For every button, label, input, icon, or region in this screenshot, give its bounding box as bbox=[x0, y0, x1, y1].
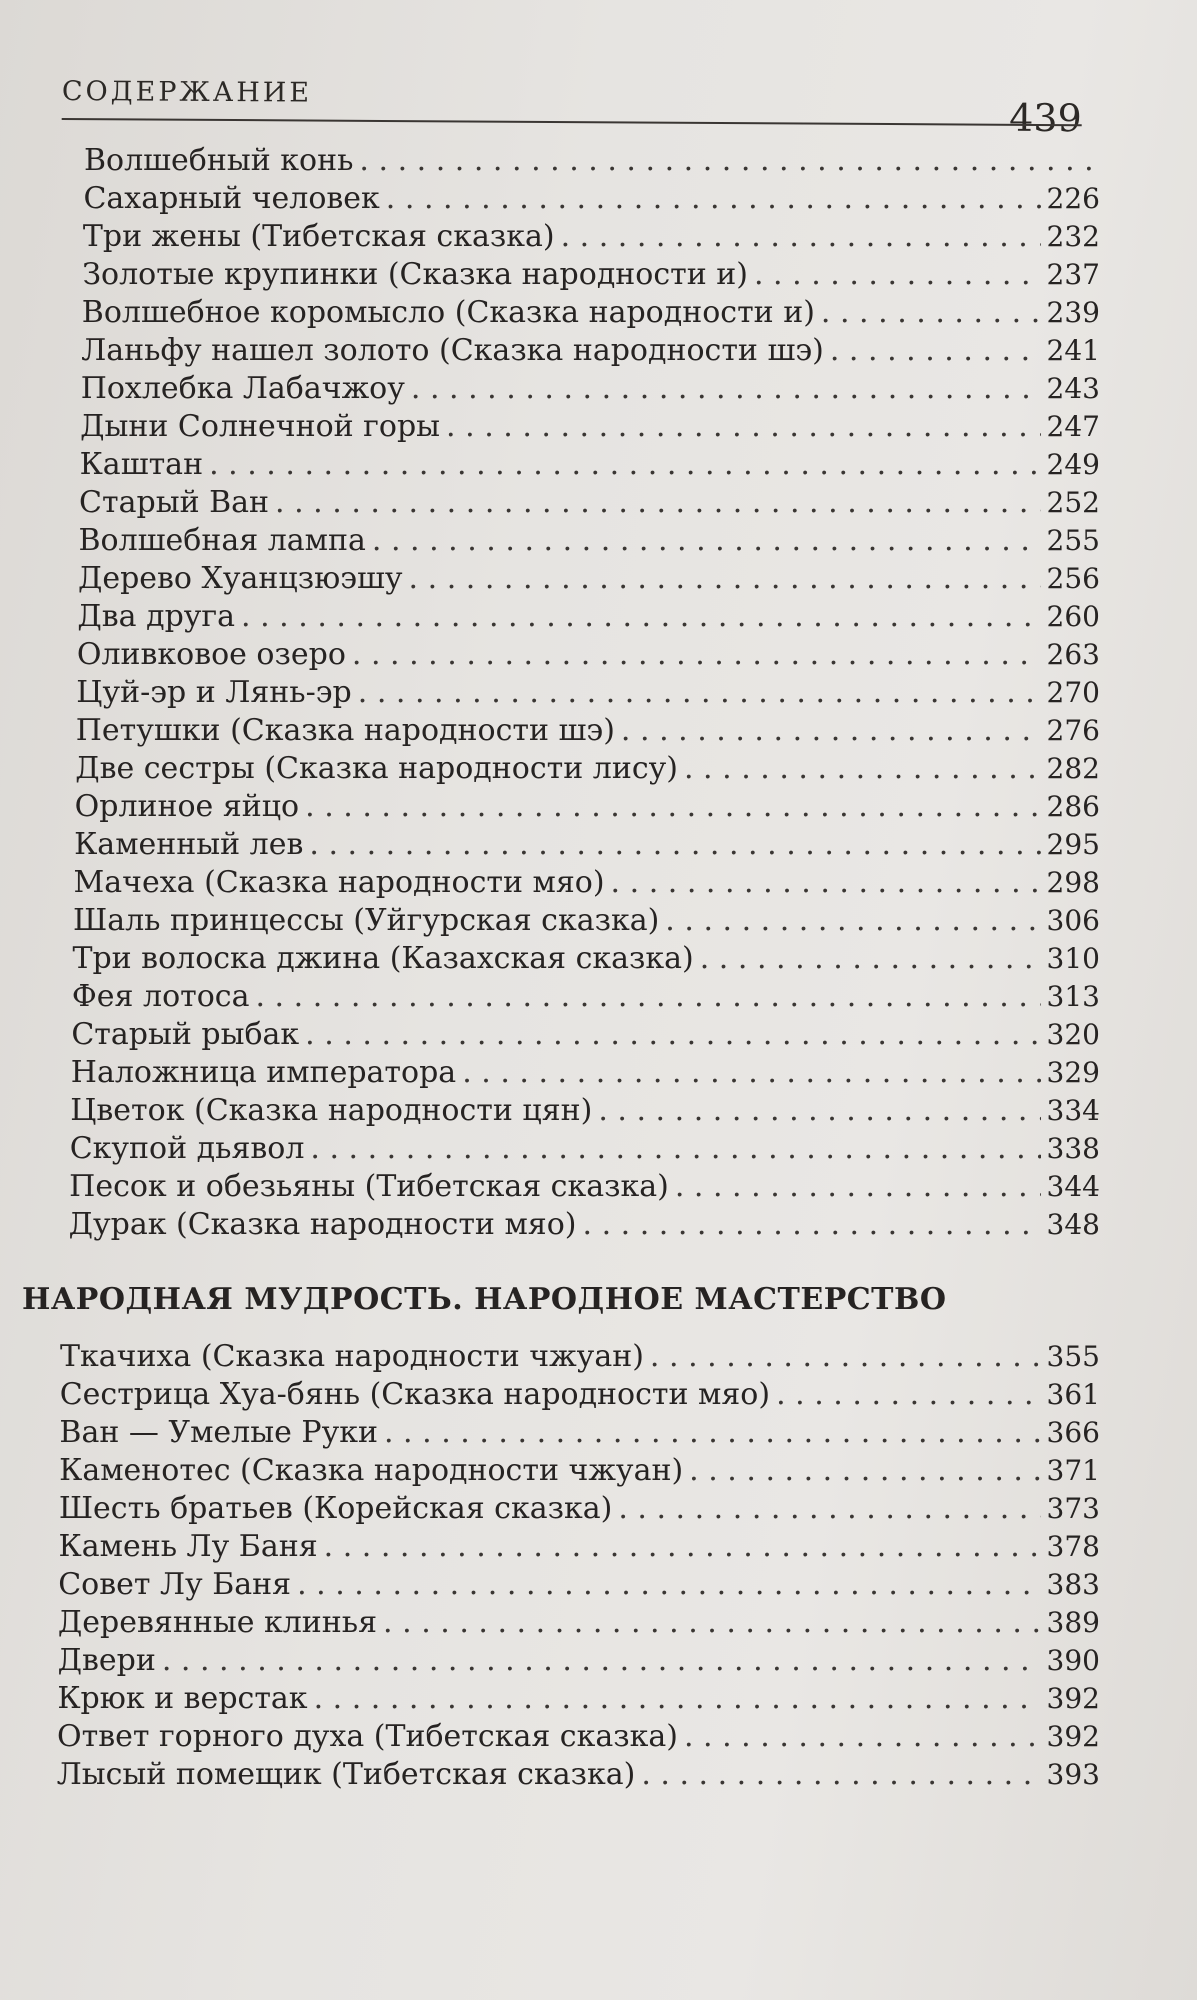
entry-page-number: 306 bbox=[1046, 904, 1100, 937]
leader-dots bbox=[821, 294, 1041, 332]
running-title: СОДЕРЖАНИЕ bbox=[61, 75, 313, 109]
toc-entry[interactable] bbox=[84, 142, 1100, 180]
leader-dots bbox=[209, 446, 1040, 484]
toc-entry[interactable] bbox=[71, 1016, 1100, 1054]
entry-page-number: 310 bbox=[1046, 942, 1100, 975]
entry-page-number: 237 bbox=[1046, 258, 1100, 291]
toc-entry[interactable] bbox=[74, 864, 1100, 902]
toc-entry[interactable] bbox=[83, 180, 1100, 218]
leader-dots bbox=[650, 1338, 1041, 1376]
entry-page-number: 390 bbox=[1046, 1644, 1100, 1677]
leader-dots bbox=[384, 1414, 1041, 1452]
entry-title: Три волоска джина (Казахская сказка) bbox=[72, 941, 694, 976]
entry-page-number: 276 bbox=[1046, 714, 1100, 747]
leader-dots bbox=[462, 1054, 1040, 1092]
entry-title: Каменный лев bbox=[74, 827, 304, 862]
entry-title: Похлебка Лабачжоу bbox=[80, 371, 405, 406]
entry-page-number: 260 bbox=[1046, 600, 1100, 633]
toc-entry[interactable] bbox=[81, 370, 1100, 408]
leader-dots bbox=[684, 1718, 1041, 1756]
entry-title: Ван — Умелые Руки bbox=[59, 1415, 378, 1450]
entry-title: Песок и обезьяны (Тибетская сказка) bbox=[69, 1169, 669, 1204]
entry-page-number: 378 bbox=[1046, 1530, 1100, 1563]
leader-dots bbox=[621, 712, 1041, 750]
toc-entry[interactable] bbox=[72, 978, 1100, 1016]
toc-entry[interactable] bbox=[70, 1130, 1100, 1168]
entry-title: Ткачиха (Сказка народности чжуан) bbox=[60, 1339, 644, 1374]
entry-title: Шаль принцессы (Уйгурская сказка) bbox=[73, 903, 660, 938]
entry-title: Совет Лу Баня bbox=[58, 1567, 292, 1602]
entry-title: Наложница императора bbox=[70, 1055, 457, 1090]
entry-title: Оливковое озеро bbox=[76, 637, 346, 672]
page-number: 439 bbox=[1009, 95, 1082, 141]
leader-dots bbox=[611, 864, 1041, 902]
entry-page-number: 313 bbox=[1046, 980, 1100, 1013]
entry-title: Сестрица Хуа-бянь (Сказка народности мяо) bbox=[59, 1377, 771, 1412]
leader-dots bbox=[324, 1528, 1041, 1566]
toc-entry[interactable] bbox=[60, 1376, 1100, 1414]
toc-entry[interactable] bbox=[79, 522, 1101, 560]
toc-entry[interactable] bbox=[81, 332, 1100, 370]
entry-page-number: 247 bbox=[1046, 410, 1100, 443]
header-rule bbox=[62, 118, 1082, 126]
entry-page-number: 239 bbox=[1046, 296, 1100, 329]
leader-dots bbox=[830, 332, 1041, 370]
entry-title: Двери bbox=[57, 1643, 156, 1678]
page-header bbox=[62, 70, 1082, 146]
entry-page-number: 282 bbox=[1046, 752, 1100, 785]
toc-entry[interactable] bbox=[74, 826, 1100, 864]
leader-dots bbox=[665, 902, 1040, 940]
entry-page-number: 249 bbox=[1046, 448, 1100, 481]
toc-entry[interactable] bbox=[57, 1680, 1100, 1718]
entry-title: Сахарный человек bbox=[83, 181, 380, 216]
leader-dots bbox=[359, 142, 1094, 180]
entry-title: Лысый помещик (Тибетская сказка) bbox=[56, 1757, 636, 1792]
leader-dots bbox=[641, 1756, 1040, 1794]
entry-page-number: 361 bbox=[1046, 1378, 1100, 1411]
entry-page-number: 334 bbox=[1046, 1094, 1100, 1127]
entry-title: Две сестры (Сказка народности лису) bbox=[75, 751, 678, 786]
entry-page-number: 243 bbox=[1046, 372, 1100, 405]
entry-title: Камень Лу Баня bbox=[58, 1529, 318, 1564]
toc-section bbox=[70, 142, 1100, 1244]
toc-entry[interactable] bbox=[77, 636, 1100, 674]
leader-dots bbox=[372, 522, 1041, 560]
entry-title: Каштан bbox=[79, 447, 204, 482]
entry-page-number: 366 bbox=[1046, 1416, 1100, 1449]
entry-title: Ланьфу нашел золото (Сказка народности шэ) bbox=[81, 333, 824, 368]
entry-title: Волшебный конь bbox=[84, 143, 354, 178]
entry-page-number: 295 bbox=[1046, 828, 1100, 861]
entry-page-number: 226 bbox=[1046, 182, 1100, 215]
entry-title: Петушки (Сказка народности шэ) bbox=[75, 713, 615, 748]
toc-entry[interactable] bbox=[59, 1490, 1100, 1528]
toc-entry[interactable] bbox=[82, 294, 1100, 332]
entry-page-number: 371 bbox=[1046, 1454, 1100, 1487]
leader-dots bbox=[700, 940, 1041, 978]
leader-dots bbox=[352, 636, 1041, 674]
leader-dots bbox=[275, 484, 1041, 522]
leader-dots bbox=[309, 826, 1040, 864]
entry-title: Скупой дьявол bbox=[69, 1131, 305, 1166]
toc-entry[interactable] bbox=[58, 1604, 1100, 1642]
toc-entry[interactable] bbox=[78, 560, 1100, 598]
entry-title: Старый рыбак bbox=[71, 1017, 300, 1052]
table-of-contents bbox=[22, 142, 1100, 1794]
entry-page-number: 373 bbox=[1046, 1492, 1100, 1525]
entry-title: Два друга bbox=[77, 599, 236, 634]
leader-dots bbox=[314, 1680, 1041, 1718]
toc-entry[interactable] bbox=[76, 712, 1100, 750]
toc-entry[interactable] bbox=[83, 218, 1100, 256]
leader-dots bbox=[776, 1376, 1040, 1414]
leader-dots bbox=[689, 1452, 1040, 1490]
toc-entry[interactable] bbox=[80, 446, 1100, 484]
toc-entry[interactable] bbox=[69, 1206, 1100, 1244]
entry-title: Ответ горного духа (Тибетская сказка) bbox=[57, 1719, 678, 1754]
leader-dots bbox=[297, 1566, 1040, 1604]
toc-entry[interactable] bbox=[59, 1414, 1100, 1452]
entry-title: Мачеха (Сказка народности мяо) bbox=[73, 865, 605, 900]
entry-page-number: 348 bbox=[1046, 1208, 1100, 1241]
entry-title: Цветок (Сказка народности цян) bbox=[70, 1093, 593, 1128]
entry-title: Шесть братьев (Корейская сказка) bbox=[58, 1491, 613, 1526]
toc-entry[interactable] bbox=[70, 1092, 1100, 1130]
toc-entry[interactable] bbox=[59, 1452, 1100, 1490]
entry-page-number: 270 bbox=[1046, 676, 1100, 709]
entry-title: Фея лотоса bbox=[71, 979, 250, 1014]
leader-dots bbox=[305, 788, 1040, 826]
entry-title: Каменотес (Сказка народности чжуан) bbox=[59, 1453, 684, 1488]
leader-dots bbox=[310, 1130, 1040, 1168]
entry-title: Три жены (Тибетская сказка) bbox=[82, 219, 555, 254]
entry-page-number: 344 bbox=[1046, 1170, 1100, 1203]
leader-dots bbox=[409, 560, 1041, 598]
entry-title: Волшебная лампа bbox=[78, 523, 366, 558]
leader-dots bbox=[583, 1206, 1041, 1244]
toc-entry[interactable] bbox=[75, 788, 1100, 826]
toc-entry[interactable] bbox=[82, 256, 1100, 294]
toc-entry[interactable] bbox=[58, 1642, 1100, 1680]
leader-dots bbox=[383, 1604, 1041, 1642]
toc-section bbox=[22, 1276, 1100, 1794]
leader-dots bbox=[241, 598, 1041, 636]
leader-dots bbox=[255, 978, 1040, 1016]
entry-page-number: 286 bbox=[1046, 790, 1100, 823]
toc-entry[interactable] bbox=[57, 1718, 1100, 1756]
entry-title: Деревянные клинья bbox=[57, 1605, 378, 1640]
entry-page-number: 320 bbox=[1046, 1018, 1100, 1051]
toc-entry[interactable] bbox=[69, 1168, 1100, 1206]
section-heading: НАРОДНАЯ МУДРОСТЬ. НАРОДНОЕ МАСТЕРСТВО bbox=[22, 1282, 947, 1317]
toc-entry[interactable] bbox=[73, 902, 1100, 940]
toc-entry[interactable] bbox=[71, 1054, 1100, 1092]
toc-entry[interactable] bbox=[75, 750, 1100, 788]
leader-dots bbox=[446, 408, 1041, 446]
entry-title: Волшебное коромысло (Сказка народности и) bbox=[81, 295, 815, 330]
entry-title: Цуй-эр и Лянь-эр bbox=[76, 675, 352, 710]
toc-entry[interactable] bbox=[72, 940, 1100, 978]
entry-page-number: 389 bbox=[1046, 1606, 1100, 1639]
leader-dots bbox=[162, 1642, 1041, 1680]
entry-page-number: 255 bbox=[1046, 524, 1100, 557]
toc-entry[interactable] bbox=[57, 1756, 1100, 1794]
leader-dots bbox=[675, 1168, 1041, 1206]
entry-page-number: 392 bbox=[1046, 1682, 1100, 1715]
toc-entry[interactable] bbox=[77, 598, 1100, 636]
entry-page-number: 329 bbox=[1046, 1056, 1100, 1089]
leader-dots bbox=[386, 180, 1041, 218]
entry-title: Дурак (Сказка народности мяо) bbox=[68, 1207, 577, 1242]
entry-page-number: 256 bbox=[1046, 562, 1100, 595]
entry-page-number: 355 bbox=[1046, 1340, 1100, 1373]
entry-page-number: 338 bbox=[1046, 1132, 1100, 1165]
entry-title: Золотые крупинки (Сказка народности и) bbox=[82, 257, 748, 292]
toc-entry[interactable] bbox=[58, 1566, 1100, 1604]
entry-title: Крюк и верстак bbox=[57, 1681, 308, 1716]
leader-dots bbox=[411, 370, 1041, 408]
entry-page-number: 392 bbox=[1046, 1720, 1100, 1753]
entry-page-number: 252 bbox=[1046, 486, 1100, 519]
entry-page-number: 383 bbox=[1046, 1568, 1100, 1601]
entry-title: Старый Ван bbox=[79, 485, 270, 520]
leader-dots bbox=[305, 1016, 1040, 1054]
leader-dots bbox=[358, 674, 1041, 712]
entry-page-number: 232 bbox=[1046, 220, 1100, 253]
entry-title: Дерево Хуанцзюэшу bbox=[77, 561, 403, 596]
toc-entry[interactable] bbox=[79, 484, 1100, 522]
leader-dots bbox=[684, 750, 1041, 788]
entry-page-number: 241 bbox=[1046, 334, 1100, 367]
toc-entry[interactable] bbox=[59, 1528, 1101, 1566]
toc-entry[interactable] bbox=[60, 1338, 1100, 1376]
toc-entry[interactable] bbox=[80, 408, 1100, 446]
leader-dots bbox=[598, 1092, 1040, 1130]
entry-page-number: 263 bbox=[1046, 638, 1100, 671]
entry-title: Орлиное яйцо bbox=[74, 789, 300, 824]
leader-dots bbox=[561, 218, 1041, 256]
entry-title: Дыни Солнечной горы bbox=[80, 409, 441, 444]
toc-entry[interactable] bbox=[76, 674, 1100, 712]
leader-dots bbox=[618, 1490, 1040, 1528]
leader-dots bbox=[754, 256, 1041, 294]
entry-page-number: 298 bbox=[1046, 866, 1100, 899]
entry-page-number: 393 bbox=[1046, 1758, 1100, 1791]
